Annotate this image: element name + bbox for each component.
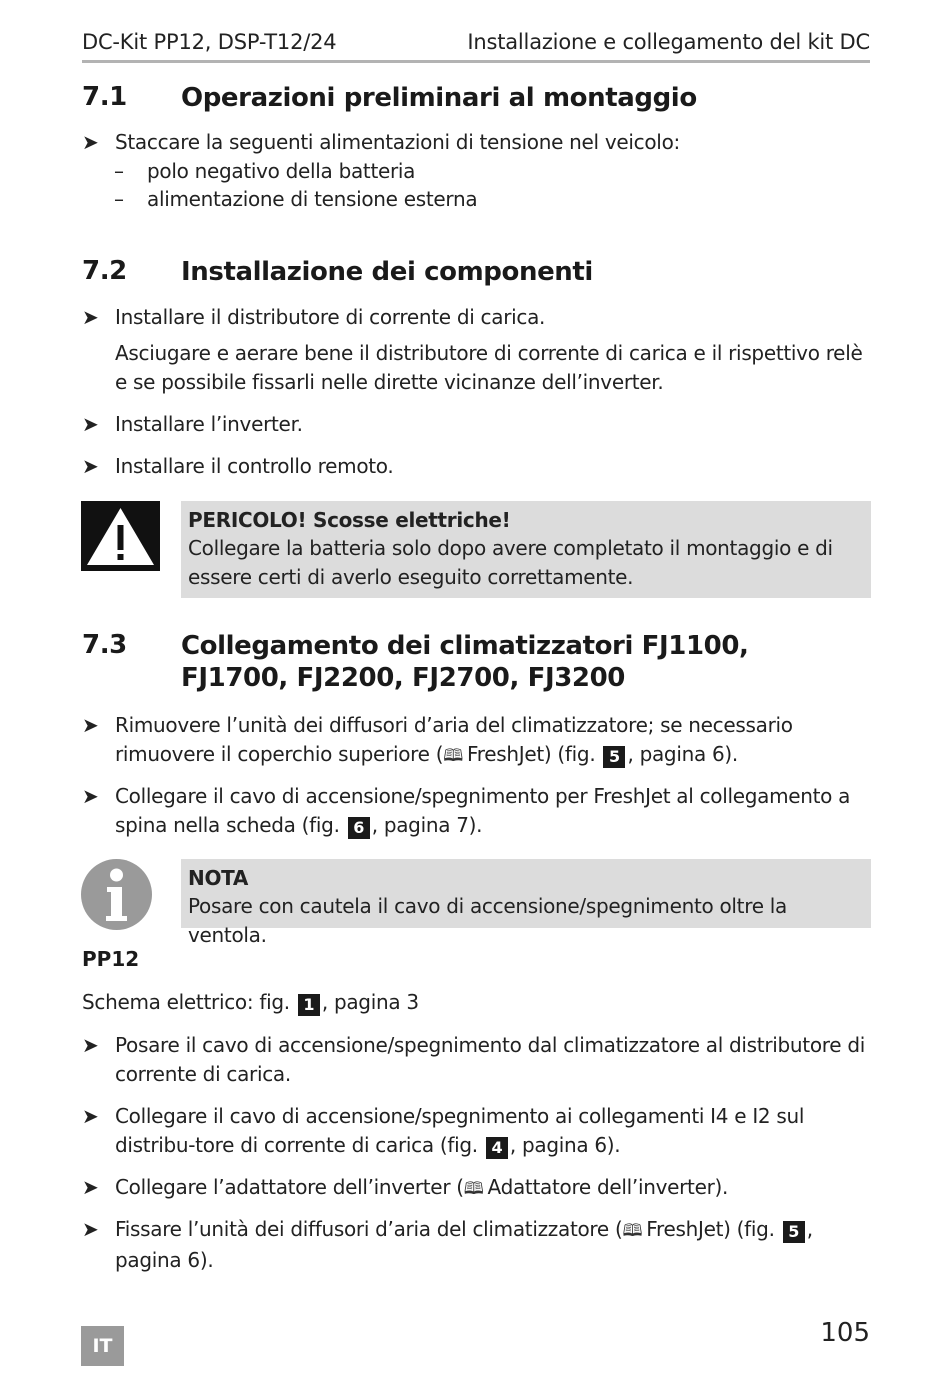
arrow-bullet-icon: ➤ (82, 1104, 99, 1128)
bullet-item (82, 782, 872, 839)
arrow-bullet-icon: ➤ (82, 1033, 99, 1057)
bullet-text: Adattatore dell’inverter). (487, 1175, 729, 1199)
bullet-text: Fissare l’unità dei diffusori d’aria del climatizzatore ( (115, 1217, 623, 1241)
arrow-bullet-icon: ➤ (82, 130, 99, 154)
figure-number-badge: 6 (348, 817, 370, 839)
bullet-text: Posare il cavo di accensione/spegnimento dal climatizzatore al distributore di corrente di carica. (115, 1033, 865, 1086)
info-icon (81, 859, 152, 930)
note-box (181, 859, 871, 947)
bullet-text: Staccare la seguenti alimentazioni di tensione nel veicolo: (115, 130, 680, 154)
bullet-item (82, 1031, 872, 1088)
warning-triangle-icon (81, 501, 160, 571)
dash-text: polo negativo della batteria (147, 159, 416, 183)
bullet-text: Installare il controllo remoto. (115, 454, 394, 478)
note-text: Posare con cautela il cavo di accensione/spegnimento oltre la ventola. (188, 894, 787, 947)
bullet-text: , pagina 6). (115, 1217, 813, 1272)
bullet-text: Collegare il cavo di accensione/spegnimento ai collegamenti I4 e I2 sul distribu-tore di corrente di carica (fig. (115, 1104, 805, 1157)
subheading-pp12: PP12 (82, 947, 140, 971)
book-reference-icon: 🕮 (463, 1179, 484, 1199)
text: Schema elettrico: fig. (82, 990, 290, 1014)
bullet-text: Collegare l’adattatore dell’inverter ( (115, 1175, 464, 1199)
page-number: 105 (820, 1318, 870, 1348)
dash-text: alimentazione di tensione esterna (147, 187, 478, 211)
section-title: Installazione dei componenti (181, 257, 593, 287)
bullet-text: Collegare il cavo di accensione/spegnimento per FreshJet al collegamento a spina nella scheda (fig. (115, 784, 851, 837)
arrow-bullet-icon: ➤ (82, 454, 99, 478)
bullet-item (82, 452, 872, 481)
header-left: DC-Kit PP12, DSP-T12/24 (82, 30, 337, 54)
section-title: Operazioni preliminari al montaggio (181, 83, 697, 113)
bullet-item (82, 128, 872, 157)
note-heading: NOTA (188, 866, 249, 890)
arrow-bullet-icon: ➤ (82, 1217, 99, 1241)
header-rule (82, 60, 870, 63)
arrow-bullet-icon: ➤ (82, 305, 99, 329)
warning-text: Collegare la batteria solo dopo avere completato il montaggio e di essere certi di averlo eseguito correttamente. (188, 536, 833, 589)
text: , pagina 3 (321, 990, 419, 1014)
dash-bullet-icon: – (114, 159, 124, 183)
header-right: Installazione e collegamento del kit DC (467, 30, 870, 54)
arrow-bullet-icon: ➤ (82, 412, 99, 436)
dash-bullet-icon: – (114, 187, 124, 211)
bullet-text: , pagina 6). (627, 741, 738, 766)
bullet-item (82, 711, 872, 770)
bullet-text: , pagina 7). (371, 812, 483, 837)
bullet-text: FreshJet) (fig. (466, 741, 596, 766)
arrow-bullet-icon: ➤ (82, 713, 99, 737)
bullet-text: Installare l’inverter. (115, 412, 303, 436)
bullet-item (82, 1173, 872, 1204)
section-number: 7.1 (82, 82, 127, 112)
arrow-bullet-icon: ➤ (82, 784, 99, 808)
bullet-item (82, 1215, 872, 1274)
bullet-text: Installare il distributore di corrente di carica. (115, 305, 546, 329)
language-tab: IT (81, 1326, 124, 1366)
section-title: Collegamento dei climatizzatori FJ1100, FJ1700, FJ2200, FJ2700, FJ3200 (181, 631, 749, 693)
bullet-text: FreshJet) (fig. (646, 1217, 775, 1241)
bullet-text: Rimuovere l’unità dei diffusori d’aria del climatizzatore; se necessario rimuovere il coperchio superiore ( (115, 713, 793, 766)
arrow-bullet-icon: ➤ (82, 1175, 99, 1199)
bullet-item (82, 1102, 872, 1159)
bullet-text: , pagina 6). (509, 1132, 621, 1157)
bullet-item (82, 410, 872, 439)
warning-box (181, 501, 871, 598)
schema-line (82, 988, 862, 1017)
figure-number-badge: 5 (603, 746, 625, 768)
section-number: 7.2 (82, 256, 127, 286)
book-reference-icon: 🕮 (443, 745, 463, 766)
book-reference-icon: 🕮 (622, 1221, 643, 1241)
section-number: 7.3 (82, 630, 127, 660)
warning-heading: PERICOLO! Scosse elettriche! (188, 508, 511, 532)
figure-number-badge: 4 (486, 1137, 508, 1159)
figure-number-badge: 1 (298, 994, 320, 1016)
paragraph: Asciugare e aerare bene il distributore di corrente di carica e il rispettivo relè e se possibile fissarli nelle dirette vicinanze dell’inverter. (115, 341, 863, 394)
figure-number-badge: 5 (783, 1221, 805, 1243)
bullet-item (82, 303, 872, 332)
